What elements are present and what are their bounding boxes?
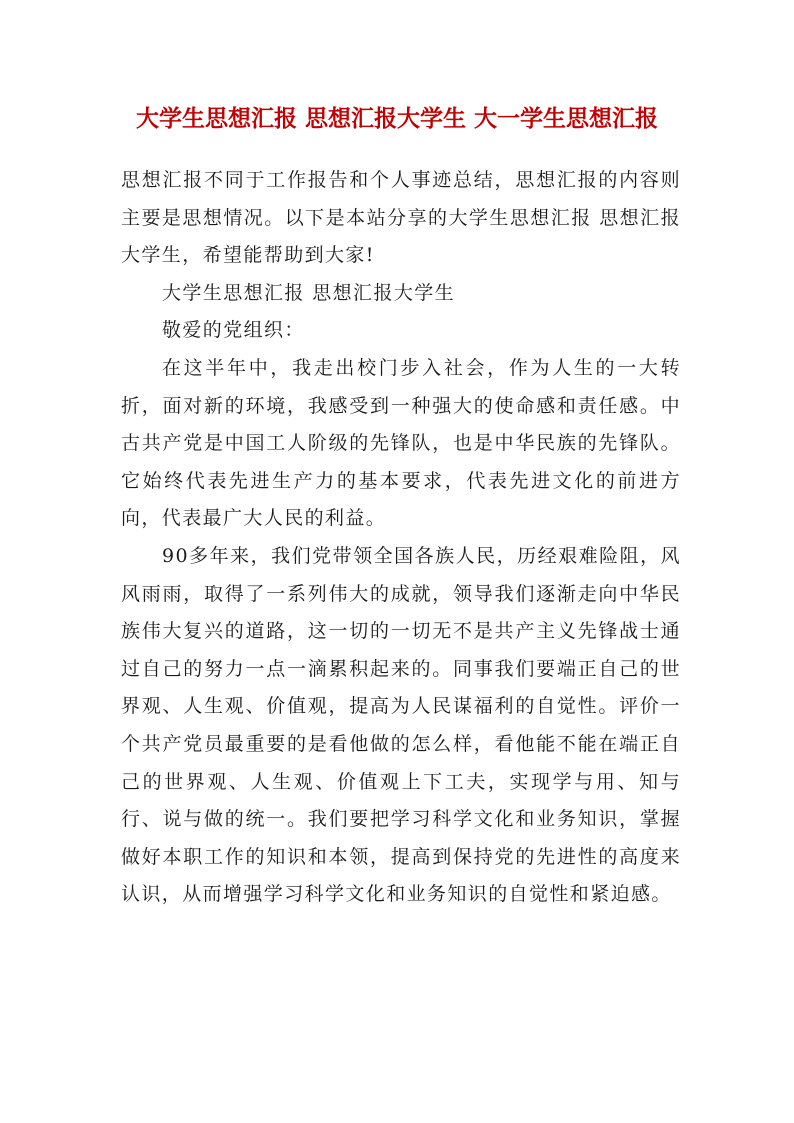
body-paragraph: 90多年来，我们党带领全国各族人民，历经艰难险阻，风风雨雨，取得了一系列伟大的成就，领导我们逐渐走向中华民族伟大复兴的道路，这一切的一切无不是共产主义先锋战士通过自己的努力一点一滴累积起来的。同事我们要端正自己的世界观、人生观、价值观，提高为人民谋福利的自觉性。评价一个共产党员最重要的是看他做的怎么样，看他能不能在端正自己的世界观、人生观、价值观上下工夫，实现学与用、知与行、说与做的统一。我们要把学习科学文化和业务知识，掌握做好本职工作的知识和本领，提高到保持党的先进性的高度来认识，从而增强学习科学文化和业务知识的自觉性和紧迫感。 [121, 544, 681, 906]
intro-paragraph: 思想汇报不同于工作报告和个人事迹总结，思想汇报的内容则主要是思想情况。以下是本站分享的大学生思想汇报 思想汇报大学生，希望能帮助到大家! [121, 169, 681, 267]
body-paragraph: 在这半年中，我走出校门步入社会，作为人生的一大转折，面对新的环境，我感受到一种强大的使命感和责任感。中古共产党是中国工人阶级的先锋队，也是中华民族的先锋队。它始终代表先进生产力的基本要求，代表先进文化的前进方向，代表最广大人民的利益。 [121, 356, 681, 530]
document-title: 大学生思想汇报 思想汇报大学生 大一学生思想汇报 [135, 105, 658, 132]
subtitle-line: 大学生思想汇报 思想汇报大学生 [162, 281, 456, 304]
salutation-line: 敬爱的党组织： [162, 319, 305, 342]
document-body [121, 162, 681, 914]
